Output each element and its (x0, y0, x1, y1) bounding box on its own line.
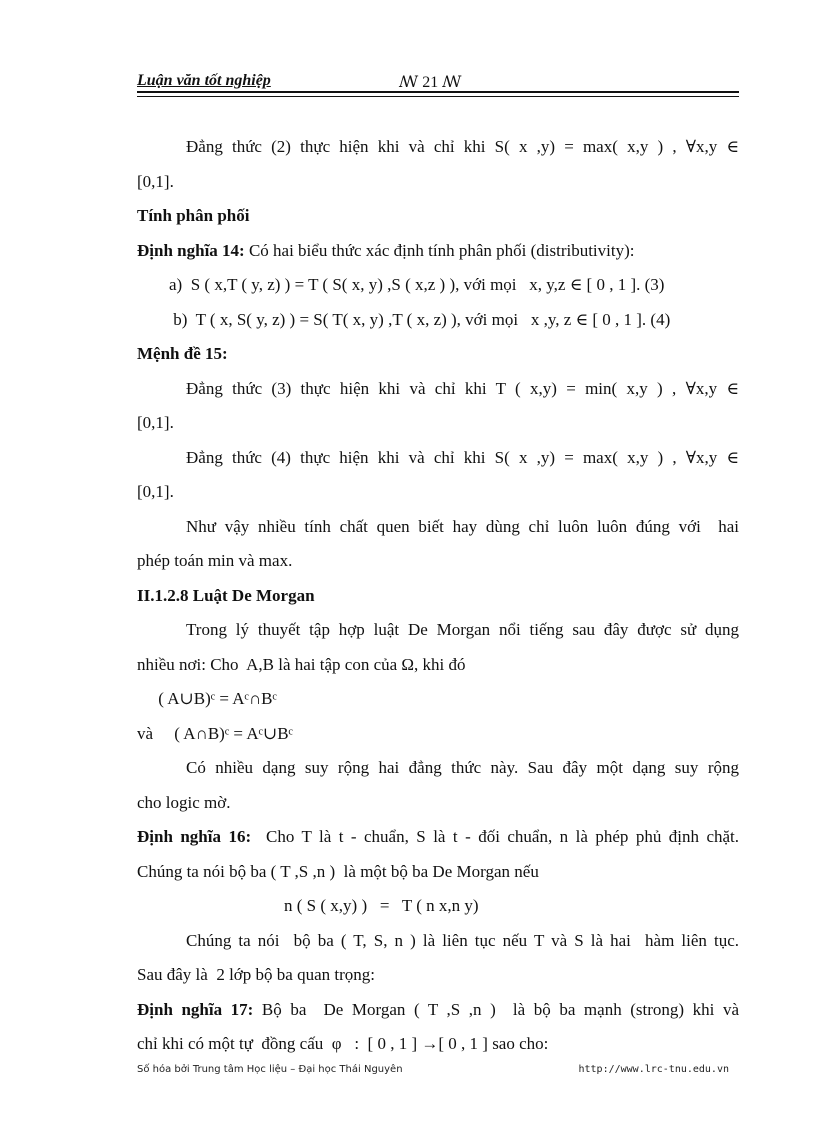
document-body (137, 130, 739, 1062)
text-line (137, 1027, 739, 1062)
text-line (137, 958, 739, 993)
text-line (137, 268, 739, 303)
line-text: Sau đây là 2 lớp bộ ba quan trọng: (137, 965, 375, 984)
header-page-number: ꟿ 21 ꟿ (399, 74, 462, 91)
text-line (137, 889, 739, 924)
line-text: [0,1]. (137, 171, 174, 191)
footer-url: http://www.lrc-tnu.edu.vn (578, 1064, 729, 1075)
line-text: nhiều nơi: Cho A,B là hai tập con của Ω, khi đó (137, 654, 466, 674)
line-text: Có nhiều dạng suy rộng hai đẳng thức này. Sau đây một dạng suy rộng (186, 758, 739, 777)
line-text: phép toán min và max. (137, 551, 293, 570)
header-rule-thick (137, 91, 739, 93)
line-text: Cho T là t - chuẩn, S là t - đối chuẩn, n là phép phủ định chặt. (251, 827, 740, 846)
line-text: [0,1]. (137, 413, 174, 432)
text-line (137, 682, 739, 717)
footer-source: Số hóa bởi Trung tâm Học liệu – Đại học Thái Nguyên (137, 1064, 403, 1075)
text-line (137, 993, 739, 1028)
text-line (137, 544, 739, 579)
line-text: a) S ( x,T ( y, z) ) = T ( S( x, y) ,S ( x,z ) ), với mọi x, y,z ∈ [ 0 , 1 ]. (3) (169, 275, 665, 294)
definition-label: Định nghĩa 14: (137, 240, 245, 260)
text-line (137, 510, 739, 545)
text-line (137, 786, 739, 821)
line-text: và ( A∩B)ᶜ = Aᶜ∪Bᶜ (137, 723, 293, 743)
line-text: Chúng ta nói bộ ba ( T ,S ,n ) là một bộ ba De Morgan nếu (137, 861, 539, 881)
definition-label: Định nghĩa 17: (137, 999, 254, 1019)
text-line (137, 406, 739, 441)
text-line (137, 199, 739, 234)
text-line (137, 303, 739, 338)
line-text: Chúng ta nói bộ ba ( T, S, n ) là liên tục nếu T và S là hai hàm liên tục. (186, 930, 739, 950)
line-text: Bộ ba De Morgan ( T ,S ,n ) là bộ ba mạnh (strong) khi và (253, 999, 739, 1019)
line-text: Mệnh đề 15: (137, 344, 228, 363)
text-line (137, 234, 739, 269)
line-text: Có hai biểu thức xác định tính phân phối (distributivity): (244, 240, 635, 260)
text-line (137, 579, 739, 614)
text-line (137, 717, 739, 752)
header-rule-thin (137, 96, 739, 97)
text-line (137, 475, 739, 510)
header-title: Luận văn tốt nghiệp (137, 72, 271, 89)
line-text: II.1.2.8 Luật De Morgan (137, 585, 315, 605)
text-line (137, 165, 739, 200)
text-line (137, 372, 739, 407)
text-line (137, 820, 739, 855)
line-text: n ( S ( x,y) ) = T ( n x,n y) (284, 896, 479, 915)
text-line (137, 441, 739, 476)
line-text: Đẳng thức (2) thực hiện khi và chỉ khi S( x ,y) = max( x,y ) , ∀x,y ∈ (186, 137, 739, 156)
text-line (137, 130, 739, 165)
line-text: Đẳng thức (3) thực hiện khi và chỉ khi T ( x,y) = min( x,y ) , ∀x,y ∈ (186, 378, 739, 398)
line-text: ( A∪B)ᶜ = Aᶜ∩Bᶜ (137, 689, 277, 708)
line-text: chỉ khi có một tự đồng cấu φ : [ 0 , 1 ] →[ 0 , 1 ] sao cho: (137, 1034, 549, 1053)
line-text: Đẳng thức (4) thực hiện khi và chỉ khi S( x ,y) = max( x,y ) , ∀x,y ∈ (186, 447, 739, 467)
text-line (137, 855, 739, 890)
line-text: Trong lý thuyết tập hợp luật De Morgan nổi tiếng sau đây được sử dụng (186, 620, 739, 639)
text-line (137, 648, 739, 683)
line-text: b) T ( x, S( y, z) ) = S( T( x, y) ,T ( x, z) ), với mọi x ,y, z ∈ [ 0 , 1 ]. (4) (169, 309, 671, 329)
line-text: cho logic mờ. (137, 792, 231, 812)
line-text: [0,1]. (137, 482, 174, 501)
line-text: Tính phân phối (137, 206, 250, 225)
line-text: Như vậy nhiều tính chất quen biết hay dùng chỉ luôn luôn đúng với hai (186, 516, 739, 536)
definition-label: Định nghĩa 16: (137, 827, 252, 846)
text-line (137, 337, 739, 372)
text-line (137, 751, 739, 786)
text-line (137, 613, 739, 648)
text-line (137, 924, 739, 959)
